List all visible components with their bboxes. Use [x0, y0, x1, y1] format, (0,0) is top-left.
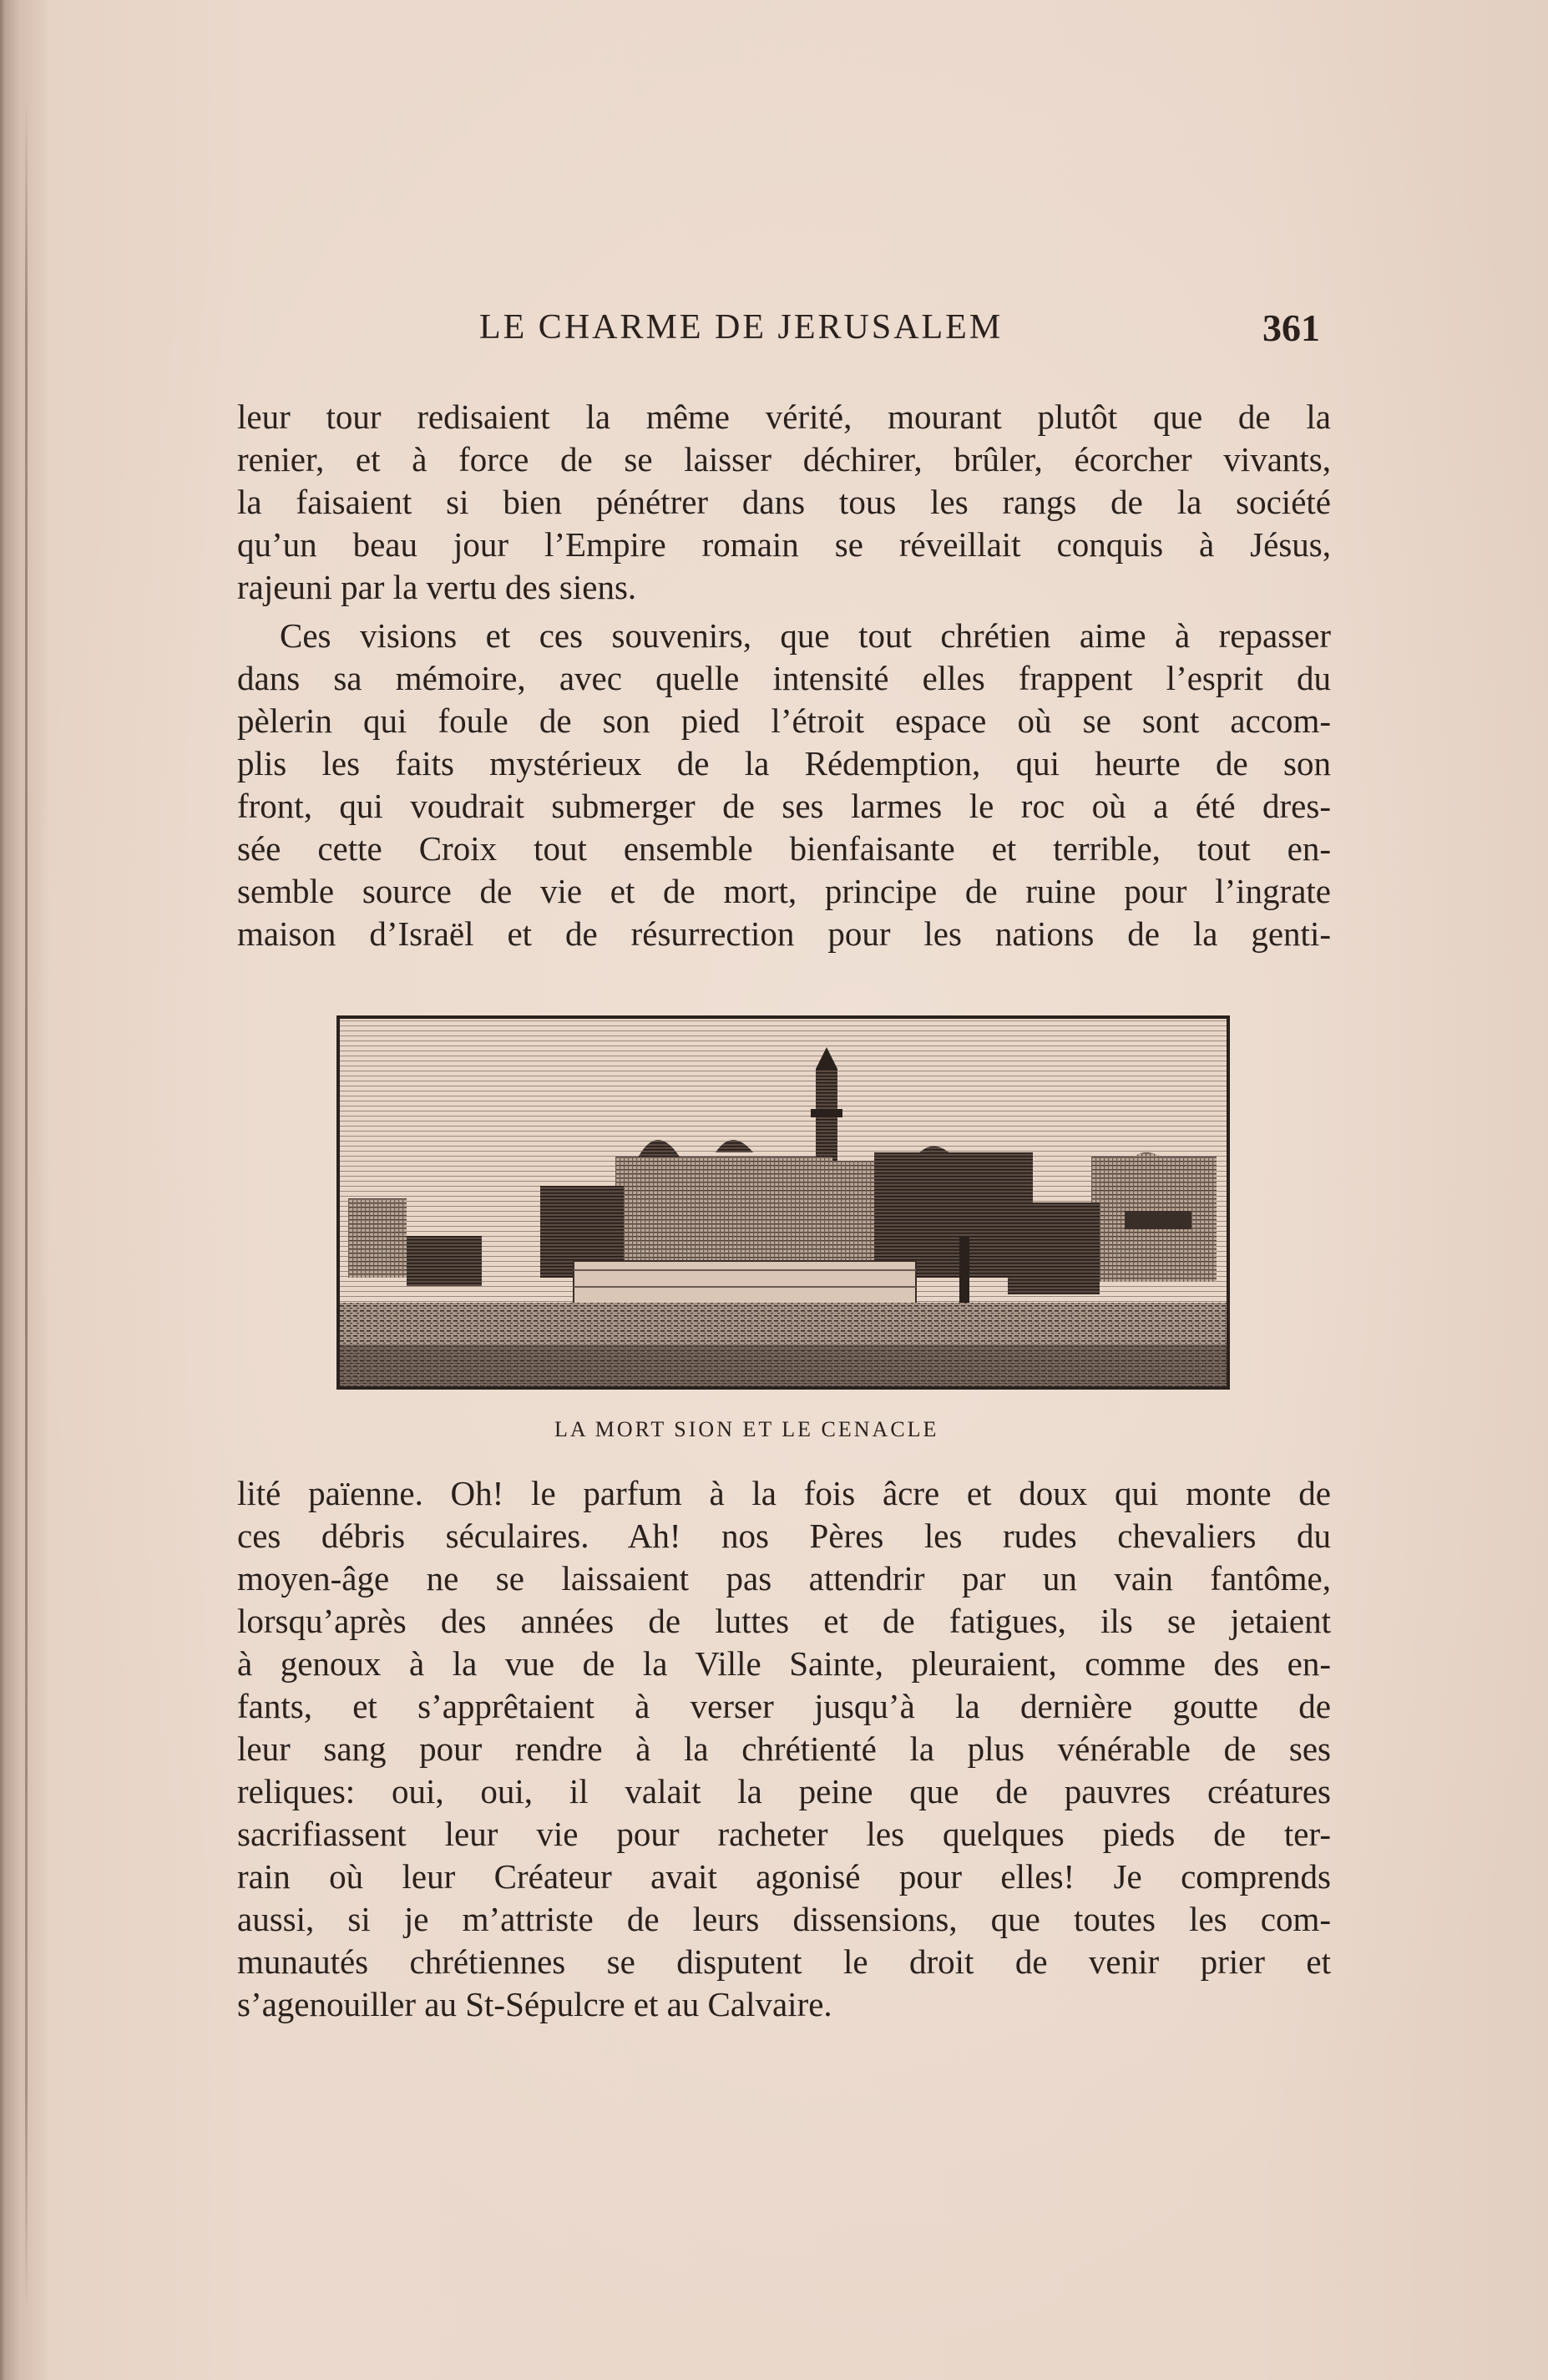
- text-line: munautés chrétiennes se disputent le droit de venir prier et: [237, 1942, 1331, 1981]
- text-line: front, qui voudrait submerger de ses larmes le roc où a été dres-: [237, 787, 1331, 825]
- text-line: maison d’Israël et de résurrection pour les nations de la genti-: [237, 914, 1331, 953]
- text-line: rajeuni par la vertu des siens.: [237, 568, 637, 606]
- text-line: s’agenouiller au St-Sépulcre et au Calvaire.: [237, 1985, 832, 2023]
- text-line: semble source de vie et de mort, principe de ruine pour l’ingrate: [237, 872, 1331, 910]
- text-line: reliques: oui, oui, il valait la peine que de pauvres créatures: [237, 1772, 1331, 1810]
- text-line: lorsqu’après des années de luttes et de fatigues, ils se jetaient: [237, 1602, 1331, 1640]
- text-line: fants, et s’apprêtaient à verser jusqu’à la dernière goutte de: [237, 1687, 1331, 1725]
- text-line: renier, et à force de se laisser déchirer, brûler, écorcher vivants,: [237, 440, 1331, 479]
- engraving-svg: [340, 1019, 1227, 1386]
- text-line: Ces visions et ces souvenirs, que tout chrétien aime à repasser: [280, 616, 1331, 655]
- text-line: leur tour redisaient la même vérité, mourant plutôt que de la: [237, 398, 1331, 436]
- text-line: la faisaient si bien pénétrer dans tous les rangs de la société: [237, 483, 1331, 521]
- text-line: à genoux à la vue de la Ville Sainte, pleuraient, comme des en-: [237, 1644, 1331, 1683]
- text-line: moyen-âge ne se laissaient pas attendrir par un vain fantôme,: [237, 1559, 1331, 1598]
- text-line: plis les faits mystérieux de la Rédemption, qui heurte de son: [237, 744, 1331, 782]
- engraving-illustration: [336, 1015, 1230, 1390]
- text-line: ces débris séculaires. Ah! nos Pères les rudes chevaliers du: [237, 1517, 1331, 1555]
- text-line: pèlerin qui foule de son pied l’étroit espace où se sont accom-: [237, 701, 1331, 740]
- text-line: rain où leur Créateur avait agonisé pour elles! Je comprends: [237, 1857, 1331, 1896]
- text-line: aussi, si je m’attriste de leurs dissensions, que toutes les com-: [237, 1900, 1331, 1938]
- text-line: leur sang pour rendre à la chrétienté la plus vénérable de ses: [237, 1729, 1331, 1768]
- running-title: LE CHARME DE JERUSALEM: [479, 308, 1004, 347]
- text-line: sacrifiassent leur vie pour racheter les quelques pieds de ter-: [237, 1815, 1331, 1853]
- text-line: lité païenne. Oh! le parfum à la fois âcre et doux qui monte de: [237, 1474, 1331, 1512]
- page-number: 361: [1262, 306, 1320, 349]
- figure-caption: LA MORT SION ET LE CENACLE: [554, 1417, 939, 1441]
- text-line: sée cette Croix tout ensemble bienfaisante et terrible, tout en-: [237, 829, 1331, 868]
- text-line: dans sa mémoire, avec quelle intensité elles frappent l’esprit du: [237, 659, 1331, 697]
- text-line: qu’un beau jour l’Empire romain se réveillait conquis à Jésus,: [237, 525, 1331, 564]
- page-gutter: [0, 0, 48, 2380]
- binding-shadow: [25, 100, 28, 2313]
